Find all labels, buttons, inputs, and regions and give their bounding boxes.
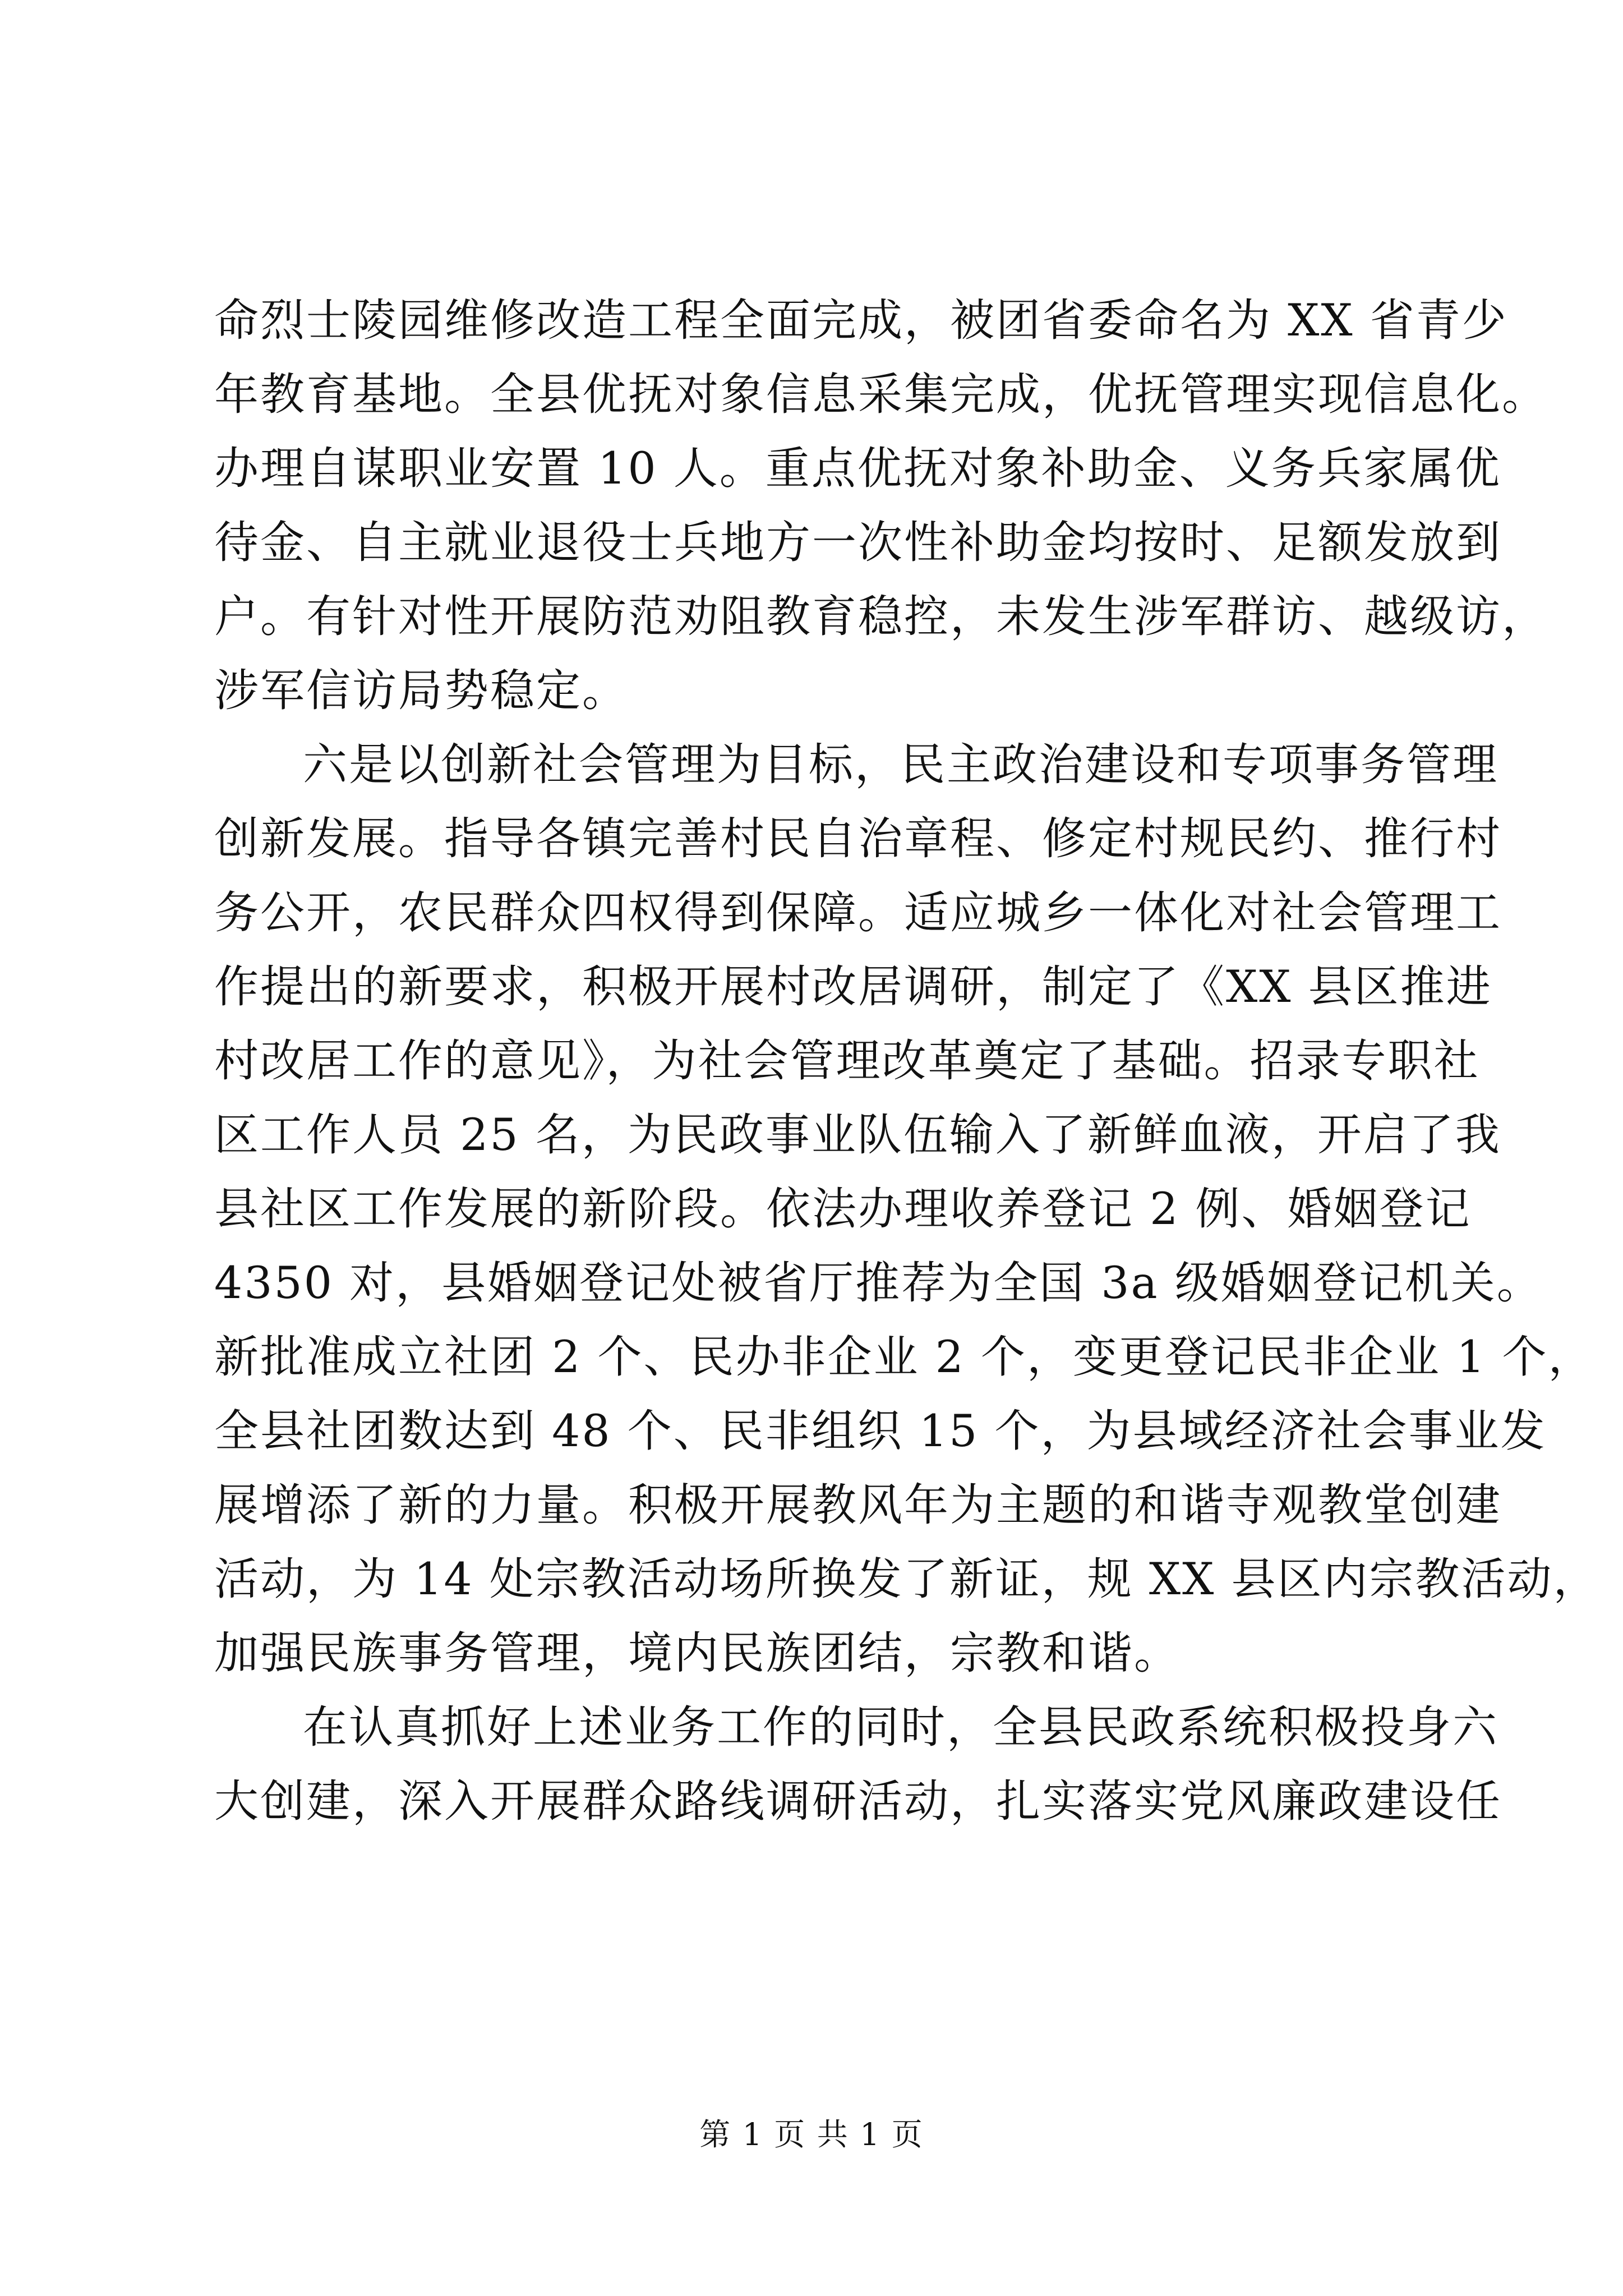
text-line: 展增添了新的力量。积极开展教风年为主题的和谐寺观教堂创建 bbox=[214, 1479, 1502, 1531]
text-line: 作提出的新要求，积极开展村改居调研，制定了《XX 县区推进 bbox=[214, 961, 1492, 1013]
text-line: 办理自谋职业安置 10 人。重点优抚对象补助金、义务兵家属优 bbox=[214, 443, 1501, 494]
text-line: 务公开，农民群众四权得到保障。适应城乡一体化对社会管理工 bbox=[214, 887, 1502, 938]
text-line: 待金、自主就业退役士兵地方一次性补助金均按时、足额发放到 bbox=[214, 517, 1502, 568]
text-line: 村改居工作的意见》，为社会管理改革奠定了基础。招录专职社 bbox=[214, 1035, 1480, 1087]
document-body bbox=[214, 283, 1599, 1838]
text-line: 加强民族事务管理，境内民族团结，宗教和谐。 bbox=[214, 1627, 1180, 1679]
text-line: 年教育基地。全县优抚对象信息采集完成，优抚管理实现信息化。 bbox=[214, 369, 1548, 420]
text-line: 涉军信访局势稳定。 bbox=[214, 665, 628, 716]
text-line: 全县社团数达到 48 个、民非组织 15 个，为县域经济社会事业发 bbox=[214, 1405, 1547, 1457]
text-line: 活动，为 14 处宗教活动场所换发了新证，规 XX 县区内宗教活动， bbox=[214, 1553, 1599, 1605]
text-line: 4350 对，县婚姻登记处被省厅推荐为全国 3a 级婚姻登记机关。 bbox=[214, 1257, 1543, 1309]
text-line: 县社区工作发展的新阶段。依法办理收养登记 2 例、婚姻登记 bbox=[214, 1183, 1472, 1235]
text-line: 创新发展。指导各镇完善村民自治章程、修定村规民约、推行村 bbox=[214, 813, 1502, 864]
text-line: 区工作人员 25 名，为民政事业队伍输入了新鲜血液，开启了我 bbox=[214, 1109, 1501, 1161]
text-line: 大创建，深入开展群众路线调研活动，扎实落实党风廉政建设任 bbox=[214, 1775, 1502, 1827]
paragraph-first-line: 在认真抓好上述业务工作的同时，全县民政系统积极投身六 bbox=[303, 1701, 1498, 1753]
page-number-footer: 第 1 页 共 1 页 bbox=[699, 2116, 924, 2152]
paragraph-first-line: 六是以创新社会管理为目标，民主政治建设和专项事务管理 bbox=[303, 739, 1498, 790]
text-line: 命烈士陵园维修改造工程全面完成，被团省委命名为 XX 省青少 bbox=[214, 295, 1508, 346]
text-line: 新批准成立社团 2 个、民办非企业 2 个，变更登记民非企业 1 个， bbox=[214, 1331, 1594, 1383]
text-line: 户。有针对性开展防范劝阻教育稳控，未发生涉军群访、越级访， bbox=[214, 591, 1548, 642]
